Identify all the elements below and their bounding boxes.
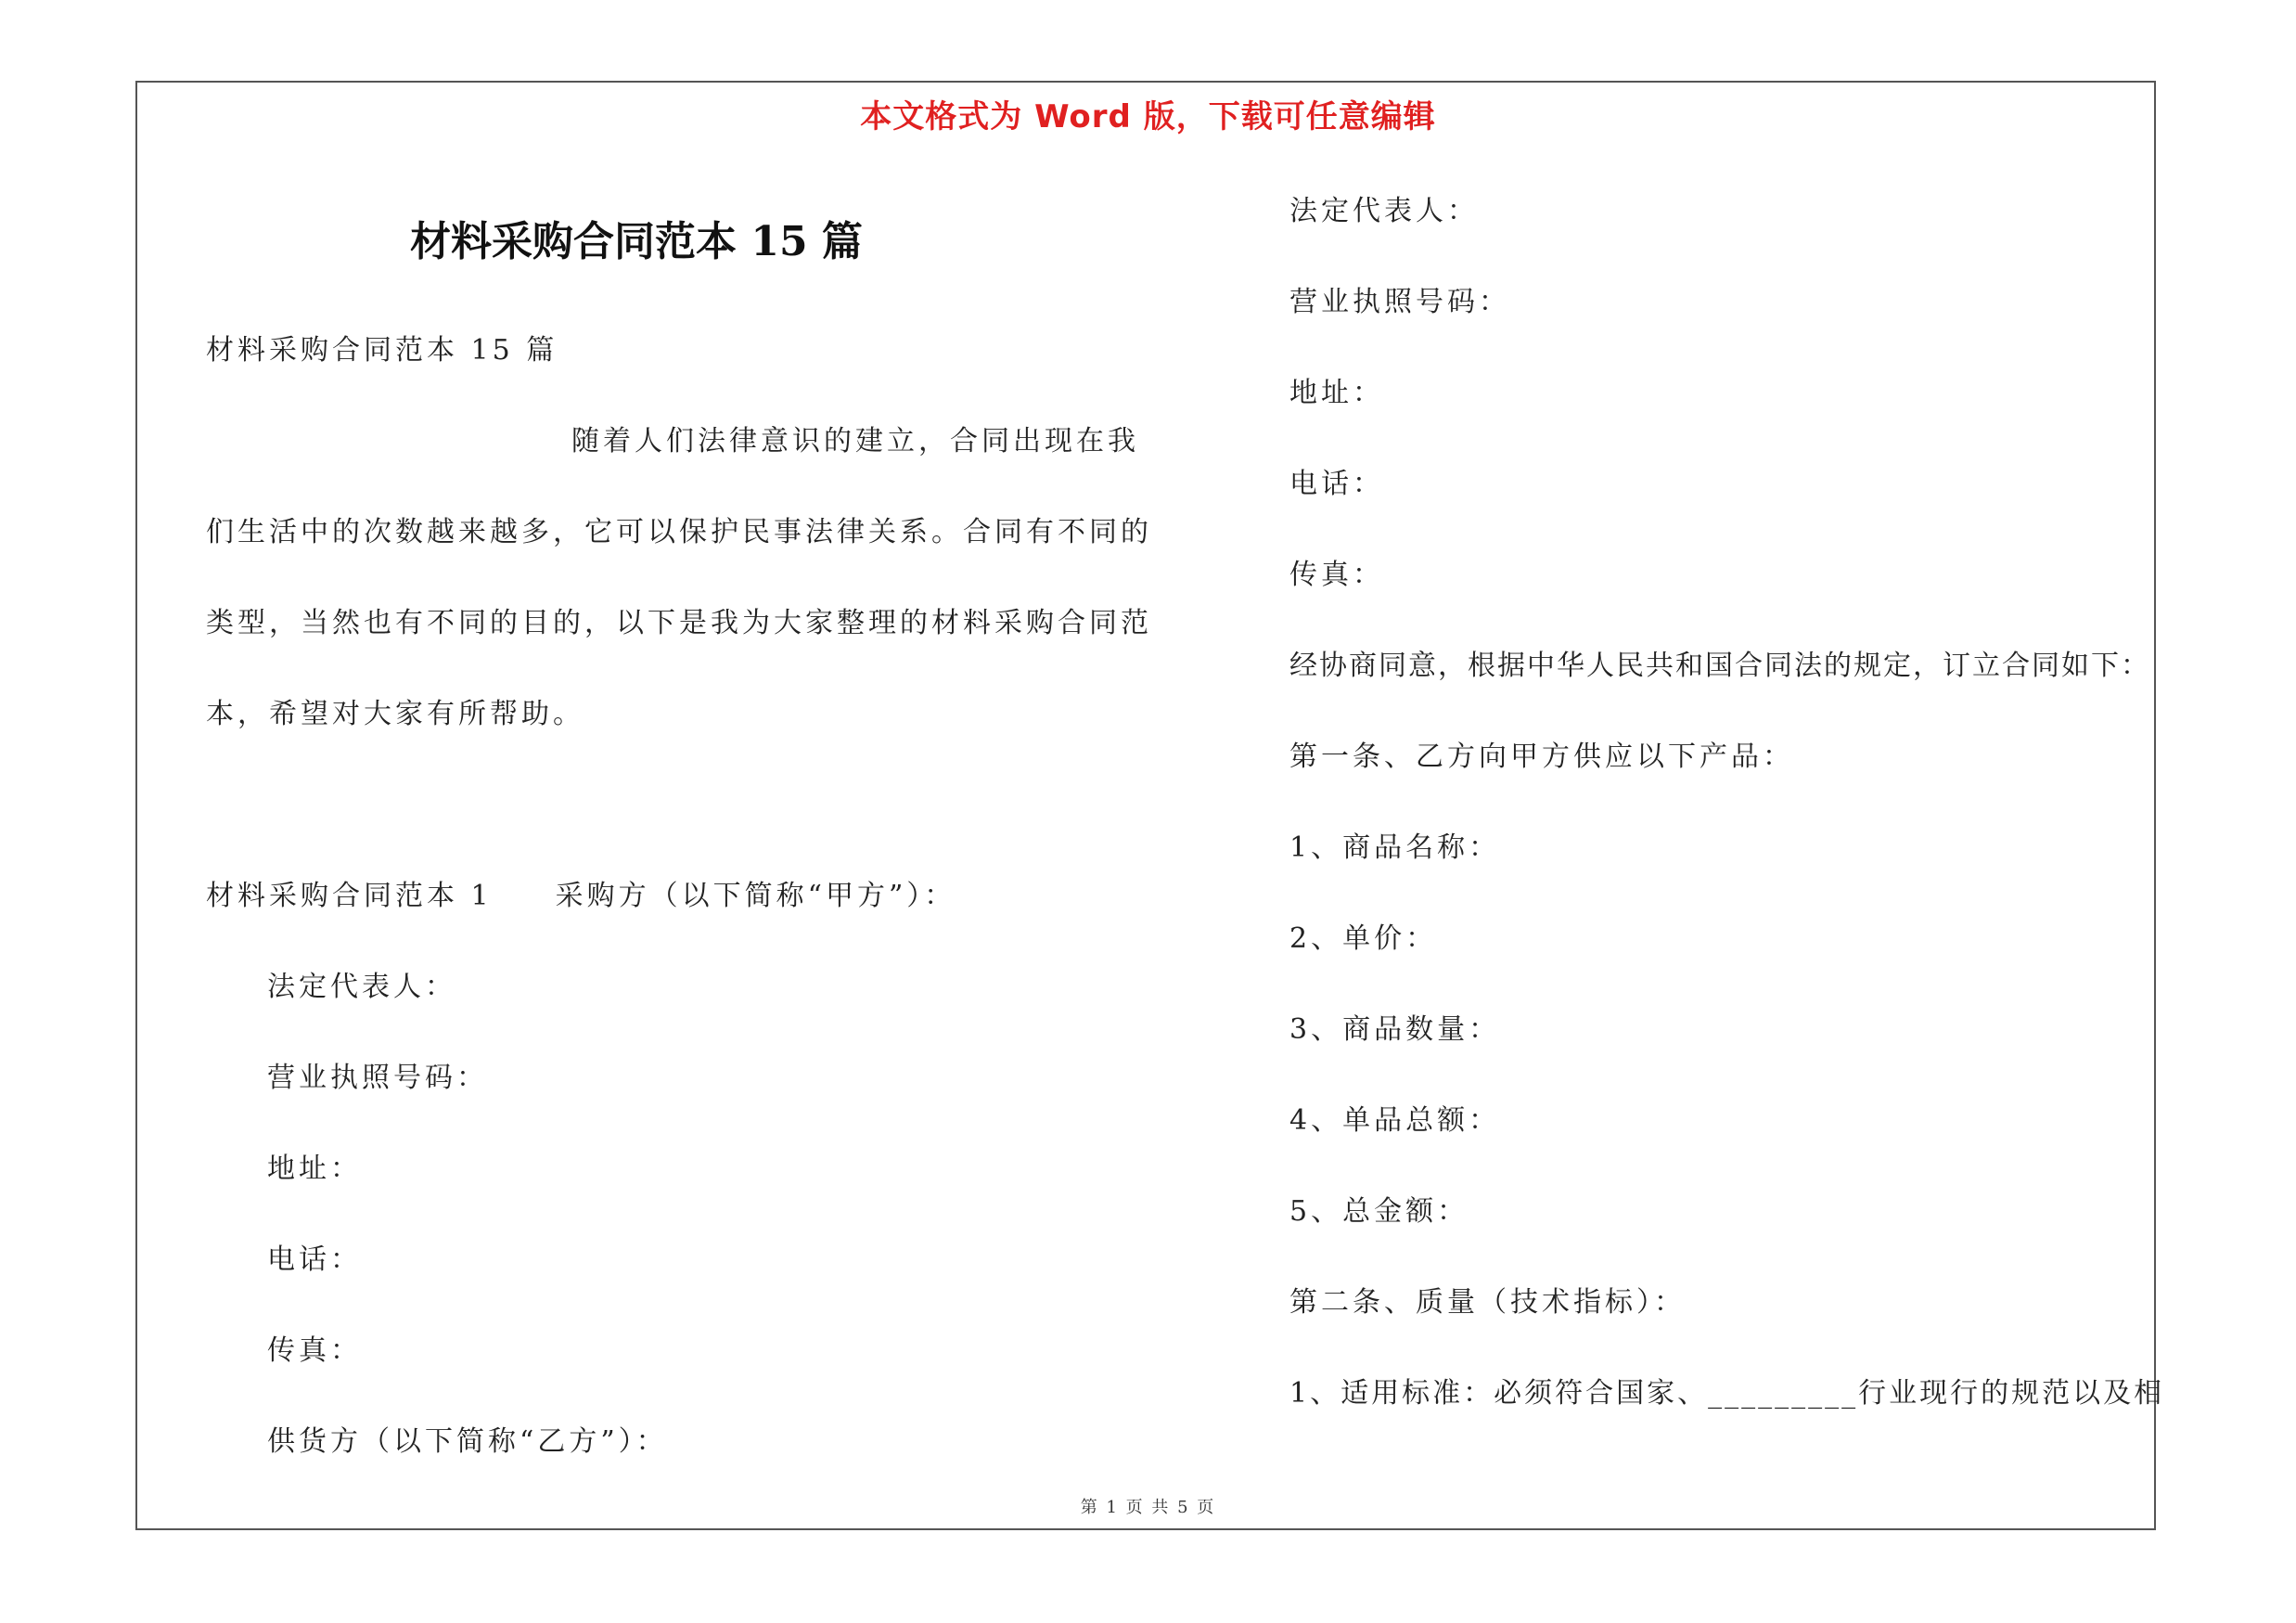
intro-line-4: 本，希望对大家有所帮助。 <box>206 698 584 730</box>
article-1-item-4: 4、单品总额： <box>1289 1104 1501 1137</box>
party-a-legal-rep: 法定代表人： <box>267 971 456 1003</box>
party-b-fax: 传真： <box>1289 559 1384 591</box>
section-heading-1: 材料采购合同范本 1 采购方（以下简称“甲方”）： <box>206 880 956 912</box>
intro-line-1: 随着人们法律意识的建立，合同出现在我 <box>571 425 1139 457</box>
party-a-phone: 电话： <box>267 1243 362 1276</box>
page-number: 第 1 页 共 5 页 <box>1080 1498 1216 1517</box>
agreement-clause: 经协商同意，根据中华人民共和国合同法的规定，订立合同如下： <box>1289 650 2150 682</box>
article-2-heading: 第二条、质量（技术指标）： <box>1289 1286 1686 1319</box>
document-subtitle: 材料采购合同范本 15 篇 <box>206 334 558 367</box>
intro-line-2: 们生活中的次数越来越多，它可以保护民事法律关系。合同有不同的 <box>206 516 1152 548</box>
article-1-item-3: 3、商品数量： <box>1289 1013 1501 1046</box>
party-b-phone: 电话： <box>1289 468 1384 500</box>
article-1-item-2: 2、单价： <box>1289 922 1438 955</box>
party-a-fax: 传真： <box>267 1334 362 1367</box>
party-b-heading: 供货方（以下简称“乙方”）： <box>267 1425 668 1458</box>
party-b-legal-rep: 法定代表人： <box>1289 195 1479 227</box>
article-2-item-1: 1、适用标准：必须符合国家、_________行业现行的规范以及相 <box>1289 1377 2165 1410</box>
word-format-banner: 本文格式为 Word 版，下载可任意编辑 <box>860 98 1436 135</box>
party-a-address: 地址： <box>267 1153 362 1185</box>
party-b-address: 地址： <box>1289 377 1384 409</box>
article-1-heading: 第一条、乙方向甲方供应以下产品： <box>1289 741 1794 773</box>
article-1-item-5: 5、总金额： <box>1289 1195 1469 1228</box>
page-border <box>135 81 2156 1530</box>
article-1-item-1: 1、商品名称： <box>1289 831 1501 864</box>
party-a-license-number: 营业执照号码： <box>267 1062 488 1094</box>
party-b-license-number: 营业执照号码： <box>1289 286 1510 318</box>
document-title: 材料采购合同范本 15 篇 <box>410 218 863 265</box>
intro-line-3: 类型，当然也有不同的目的，以下是我为大家整理的材料采购合同范 <box>206 607 1152 639</box>
